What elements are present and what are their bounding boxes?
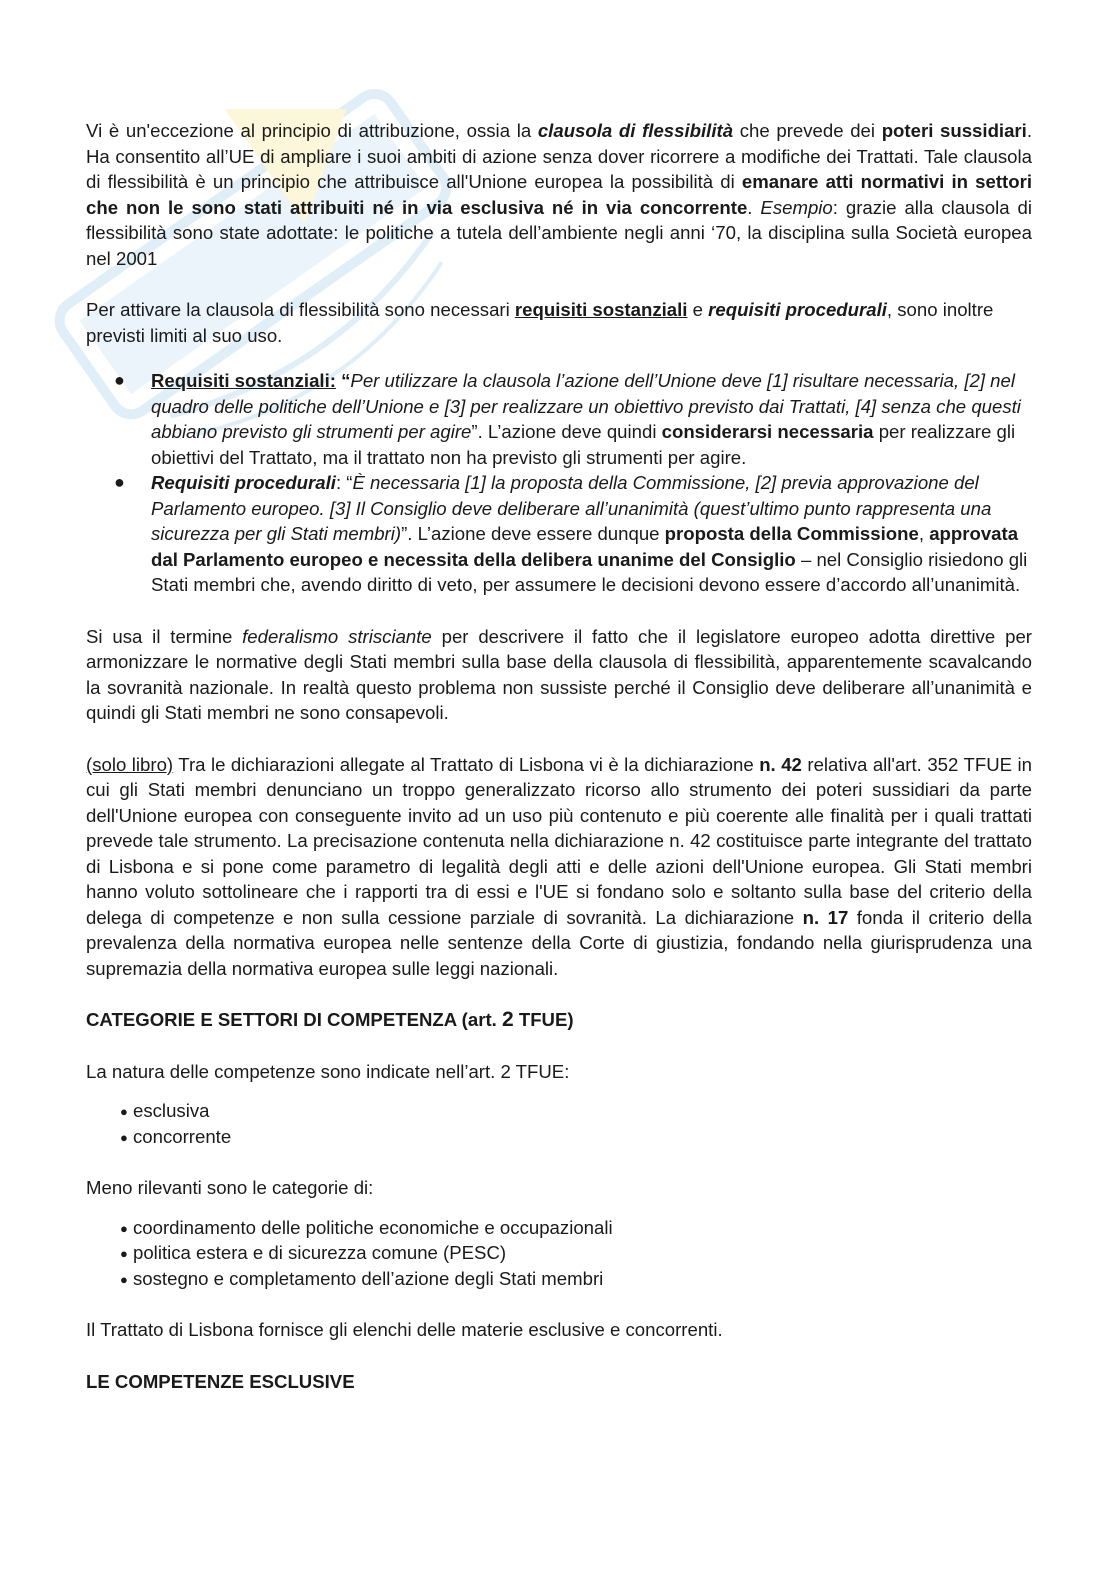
paragraph-declarations xyxy=(86,752,1032,982)
list-item xyxy=(86,368,1032,470)
paragraph-nature: La natura delle competenze sono indicate nell’art. 2 TFUE: xyxy=(86,1060,570,1082)
list-item xyxy=(120,1240,1032,1266)
text: che prevede dei xyxy=(733,120,882,141)
list-item-label: esclusiva xyxy=(133,1100,210,1121)
bold-text: n. 42 xyxy=(759,753,802,775)
bullet-icon: ● xyxy=(120,1220,128,1236)
bullet-icon: ● xyxy=(120,1246,128,1261)
bullet-icon: ● xyxy=(114,472,125,492)
italic-text: È necessaria [1] la proposta della Commissione, [2] previa approvazione del Parlamento europeo. [3] Il Consiglio deve deliberare all’unanimità (quest’ultimo punto rappresenta una sicurezza per gli Stati membri) xyxy=(151,472,992,544)
bold-text: poteri sussidiari xyxy=(881,120,1027,141)
bold-text: considerarsi necessaria xyxy=(661,421,874,442)
bold-text: emanare atti normativi in settori che non le sono stati attribuiti né in via esclusiva né in via concorrente xyxy=(86,171,1032,218)
text: TFUE) xyxy=(513,1009,574,1030)
list-item xyxy=(86,470,1032,598)
bullet-icon: ● xyxy=(120,1129,128,1145)
list-item-label: politica estera e di sicurezza comune (PESC) xyxy=(133,1242,507,1263)
paragraph-creeping-federalism xyxy=(86,624,1032,726)
bullet-icon: ● xyxy=(120,1271,128,1287)
text: : grazie alla clausola di flessibilità sono state adottate: le politiche a tutela dell’ambiente negli anni ‘70, la disciplina sulla Società europea nel 2001 xyxy=(86,196,1033,269)
list-item xyxy=(120,1266,1032,1292)
text: “ xyxy=(335,370,351,391)
underlined-text: (solo libro) xyxy=(86,753,174,775)
bold-underlined-text: Requisiti sostanziali: xyxy=(151,370,336,391)
requirements-list xyxy=(86,368,1032,598)
emphasis-text: Requisiti procedurali xyxy=(151,472,336,493)
paragraph-requirements-intro xyxy=(86,297,1032,348)
text: Si usa il termine xyxy=(86,625,243,647)
text: . xyxy=(747,196,761,218)
bold-text: proposta della Commissione xyxy=(664,523,919,544)
list-item-label: concorrente xyxy=(133,1125,232,1147)
text: , xyxy=(918,523,930,544)
text: per descrivere il fatto che il legislatore europeo adotta direttive per armonizzare le normative degli Stati membri sulla base della clausola di flessibilità, apparentemente scavalcando la sovranità nazionale. In realtà questo problema non sussiste perché il Consiglio deve deliberare all’unanimità e quindi gli Stati membri ne sono consapevoli. xyxy=(86,625,1032,723)
emphasis-text: clausola di flessibilità xyxy=(537,120,734,141)
text: . Ha consentito all’UE di ampliare i suoi ambiti di azione senza dover ricorrere a modifiche dei Trattati. Tale clausola di flessibilità è un principio che attribuisce all'Unione europea la possibilità di xyxy=(86,120,1033,192)
list-item xyxy=(120,1124,1032,1150)
bullet-icon: ● xyxy=(120,1104,128,1119)
text: relativa all'art. 352 TFUE in cui gli Stati membri denunciano un troppo generalizzato ricorso allo strumento dei poteri sussidiari da parte dell'Unione europea con conseguente invito ad un uso più contenuto e più coerente alle finalità per i quali trattati prevede tale strumento. La precisazione contenuta nella dichiarazione n. 42 costituisce parte integrante del trattato di Lisbona e si pone come parametro di legalità degli atti e delle azioni dell'Unione europea. Gli Stati membri hanno voluto sottolineare che i rapporti tra di essi e l'UE si fondano solo e soltanto sulla base del criterio della delega di competenze e non sulla cessione parziale di sovranità. La dichiarazione xyxy=(86,753,1032,928)
list-item-label: sostegno e completamento dell’azione degli Stati membri xyxy=(133,1267,604,1289)
italic-text: Esempio xyxy=(760,196,833,218)
text: Per attivare la clausola di flessibilità sono necessari xyxy=(86,299,515,320)
paragraph-less-relevant: Meno rilevanti sono le categorie di: xyxy=(86,1177,374,1198)
text: per realizzare gli obiettivi del Trattato, ma il trattato non ha previsto gli strumenti per agire. xyxy=(151,421,1016,468)
section-heading-exclusive: LE COMPETENZE ESCLUSIVE xyxy=(86,1370,355,1392)
italic-text: Per utilizzare la clausola l’azione dell’Unione deve [1] risultare necessaria, [2] nel quadro delle politiche dell’Unione e [3] per realizzare un obiettivo previsto dai Trattati, [4] senza che questi abbiano previsto gli strumenti per agire xyxy=(151,370,1021,442)
competence-types-list xyxy=(86,1098,1032,1149)
text: e xyxy=(687,299,709,320)
text: fonda il criterio della prevalenza della normativa europea nelle sentenze della Corte di giustizia, fondando nella giurisprudenza una supremazia della normativa europea sulle leggi nazionali. xyxy=(86,906,1033,979)
text: 2 xyxy=(501,1008,514,1031)
bullet-icon: ● xyxy=(114,370,125,390)
emphasis-text: requisiti procedurali xyxy=(708,299,887,320)
text: , sono inoltre previsti limiti al suo uso. xyxy=(86,299,994,346)
list-item xyxy=(120,1098,1032,1124)
paragraph-flexibility-clause xyxy=(86,118,1032,271)
text: Tra le dichiarazioni allegate al Trattato di Lisbona vi è la dichiarazione xyxy=(173,753,760,775)
text: Vi è un'eccezione al principio di attribuzione, ossia la xyxy=(86,120,538,141)
italic-text: federalismo strisciante xyxy=(242,625,432,647)
bold-underlined-text: requisiti sostanziali xyxy=(514,299,688,320)
text: CATEGORIE E SETTORI DI COMPETENZA (art. xyxy=(86,1009,502,1030)
bold-text: n. 17 xyxy=(802,906,849,928)
bold-text: approvata dal Parlamento europeo e necessita della delibera unanime del Consiglio xyxy=(151,523,1019,570)
secondary-categories-list xyxy=(86,1215,1032,1292)
list-item xyxy=(120,1215,1032,1241)
document-page xyxy=(86,118,1032,1394)
paragraph-lisbon-lists: Il Trattato di Lisbona fornisce gli elenchi delle materie esclusive e concorrenti. xyxy=(86,1319,723,1340)
text: : “ xyxy=(335,472,353,493)
section-heading-categories xyxy=(86,1007,1032,1033)
list-item-label: coordinamento delle politiche economiche e occupazionali xyxy=(133,1216,613,1238)
text: – nel Consiglio risiedono gli Stati membri che, avendo diritto di veto, per assumere le decisioni devono essere d’accordo all’unanimità. xyxy=(151,548,1028,595)
text: ”. L’azione deve essere dunque xyxy=(401,523,665,544)
text: ”. L’azione deve quindi xyxy=(471,421,662,442)
